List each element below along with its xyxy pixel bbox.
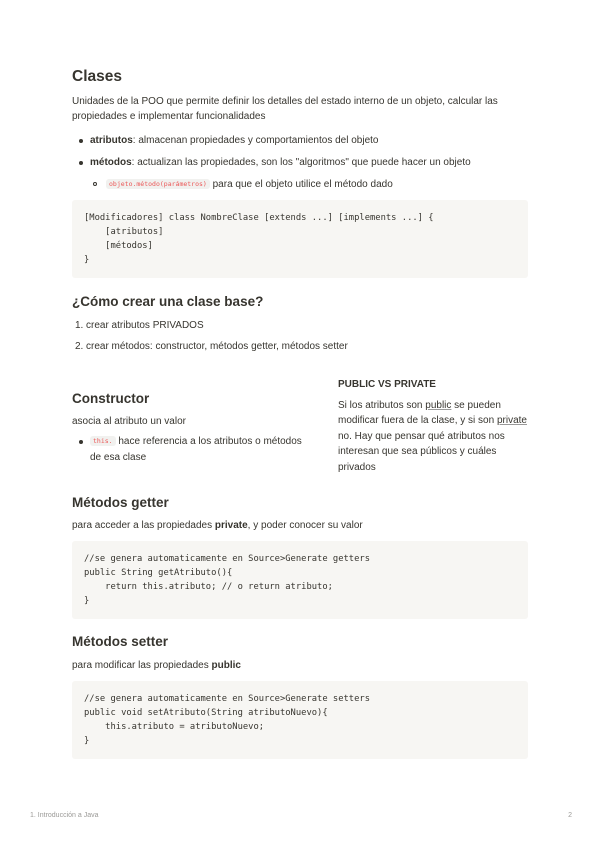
step-number: 1. bbox=[75, 319, 84, 331]
atributos-desc: : almacenan propiedades y comportamientos del objeto bbox=[132, 134, 379, 146]
public-private-column bbox=[338, 379, 528, 476]
metodos-desc: : actualizan las propiedades, son los "algoritmos" que puede hacer un objeto bbox=[131, 157, 471, 169]
setter-desc bbox=[72, 658, 528, 674]
clases-bullets bbox=[72, 133, 528, 193]
code-block-class: [Modificadores] class NombreClase [extends ...] [implements ...] { [atributos] [métodos] } bbox=[72, 200, 528, 278]
constructor-desc: asocia al atributo un valor bbox=[72, 415, 186, 427]
text-segment: para acceder a las propiedades bbox=[72, 519, 215, 531]
code-block-getter: //se genera automaticamente en Source>Generate getters public String getAtributo(){ return this.atributo; // o return atributo; } bbox=[72, 541, 528, 619]
step-text: crear atributos PRIVADOS bbox=[86, 319, 204, 331]
list-item bbox=[72, 434, 312, 465]
keyword-private: private bbox=[214, 519, 248, 531]
code-block-setter: //se genera automaticamente en Source>Generate setters public void setAtributo(String atributoNuevo){ this.atributo = atributoNuevo; } bbox=[72, 681, 528, 759]
public-private-text bbox=[338, 398, 528, 476]
keyword-private: private bbox=[496, 415, 527, 427]
text-segment: se pueden modificar fuera de la clase, y si son bbox=[338, 399, 501, 427]
constructor-bullets bbox=[72, 434, 312, 465]
list-item bbox=[72, 133, 528, 149]
keyword-public: public bbox=[425, 399, 452, 411]
heading-public-private: PUBLIC VS PRIVATE bbox=[338, 378, 436, 390]
text-segment: , y poder conocer su valor bbox=[247, 519, 363, 531]
heading-getter: Métodos getter bbox=[72, 494, 169, 510]
getter-desc bbox=[72, 518, 528, 534]
term-atributos: atributos bbox=[90, 134, 133, 146]
list-item bbox=[72, 339, 528, 355]
clases-intro: Unidades de la POO que permite definir los detalles del estado interno de un objeto, calcular las propiedades e implementar funcionalidades bbox=[72, 95, 498, 123]
page-content bbox=[72, 68, 528, 759]
heading-constructor: Constructor bbox=[72, 390, 150, 406]
text-segment: Si los atributos son bbox=[338, 399, 426, 411]
two-column-section bbox=[72, 379, 528, 471]
sub-item-text: para que el objeto utilice el método dado bbox=[209, 178, 393, 190]
inline-code: this. bbox=[90, 436, 116, 446]
constructor-bullet-text: hace referencia a los atributos o métodos de esa clase bbox=[90, 436, 302, 463]
term-metodos: métodos bbox=[90, 157, 132, 169]
heading-setter: Métodos setter bbox=[72, 634, 169, 650]
list-item bbox=[72, 318, 528, 334]
list-item bbox=[90, 177, 528, 193]
step-number: 2. bbox=[75, 341, 84, 353]
heading-crear-clase: ¿Cómo crear una clase base? bbox=[72, 294, 264, 310]
text-segment: no. Hay que pensar qué atributos nos interesan que sea públicos y cuáles privados bbox=[338, 430, 505, 473]
page-footer bbox=[30, 812, 572, 819]
heading-clases: Clases bbox=[72, 68, 122, 85]
step-text: crear métodos: constructor, métodos getter, métodos setter bbox=[86, 341, 348, 353]
sub-list bbox=[90, 177, 528, 193]
keyword-public: public bbox=[211, 659, 241, 671]
constructor-column bbox=[72, 379, 312, 473]
footer-title: 1. Introducción a Java bbox=[30, 812, 99, 819]
text-segment: para modificar las propiedades bbox=[72, 659, 212, 671]
inline-code: objeto.método(parámetros) bbox=[106, 179, 210, 189]
list-item bbox=[72, 155, 528, 192]
steps-list bbox=[72, 318, 528, 355]
page-number: 2 bbox=[568, 812, 572, 819]
